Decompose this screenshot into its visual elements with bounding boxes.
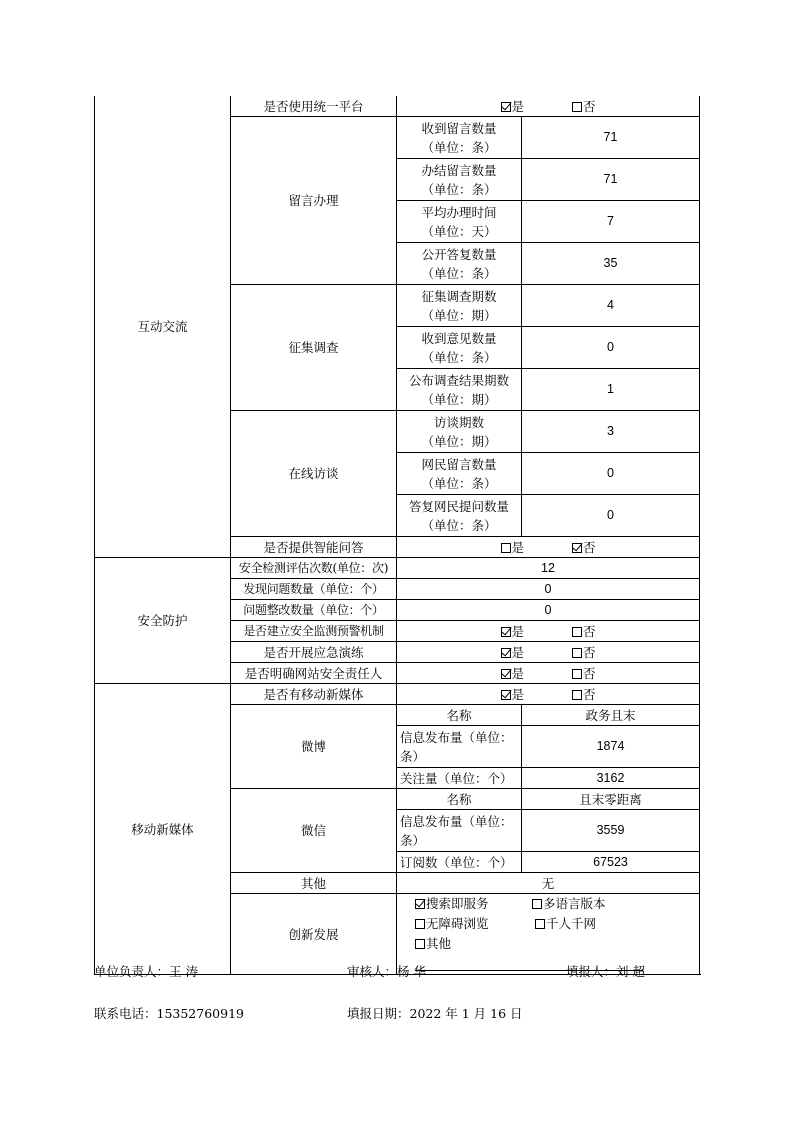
security-metric-label: 问题整改数量（单位：个）	[231, 600, 397, 621]
report-date: 填报日期：2022 年 1 月 16 日	[347, 1006, 523, 1021]
weibo-posts-value: 1874	[522, 726, 700, 768]
unified-platform-options	[397, 96, 700, 117]
statistics-table	[94, 96, 700, 975]
wechat-sub-label: 订阅数（单位：个）	[397, 852, 522, 873]
option-yes[interactable]: 是	[501, 643, 525, 662]
option-yes[interactable]: 是	[501, 664, 525, 683]
group-messages: 留言办理	[231, 117, 397, 285]
smart-qa-options	[397, 537, 700, 558]
metric-value: 7	[522, 201, 700, 243]
checked-box-icon	[501, 648, 511, 658]
checked-box-icon	[501, 690, 511, 700]
metric-value: 4	[522, 285, 700, 327]
metric-value: 0	[522, 495, 700, 537]
security-metric-value: 12	[397, 558, 700, 579]
metric-value: 1	[522, 369, 700, 411]
security-metric-label: 安全检测评估次数(单位：次)	[231, 558, 397, 579]
empty-box-icon	[535, 919, 545, 929]
metric-label: 网民留言数量 （单位：条）	[397, 453, 522, 495]
innovation-option-other[interactable]: 其他	[415, 934, 532, 954]
unified-platform-label: 是否使用统一平台	[231, 96, 397, 117]
group-wechat: 微信	[231, 789, 397, 873]
option-no[interactable]: 否	[572, 664, 596, 683]
security-check-options	[397, 621, 700, 642]
option-no[interactable]: 否	[572, 685, 596, 704]
empty-box-icon	[572, 648, 582, 658]
group-interview: 在线访谈	[231, 411, 397, 537]
empty-box-icon	[532, 899, 542, 909]
empty-box-icon	[415, 919, 425, 929]
has-media-label: 是否有移动新媒体	[231, 684, 397, 705]
section-security: 安全防护	[95, 558, 231, 684]
media-other-label: 其他	[231, 873, 397, 894]
security-check-options	[397, 663, 700, 684]
option-no[interactable]: 否	[572, 538, 596, 557]
metric-value: 0	[522, 327, 700, 369]
innovation-options	[397, 894, 700, 975]
checked-box-icon	[572, 543, 582, 553]
option-no[interactable]: 否	[572, 97, 596, 116]
empty-box-icon	[572, 627, 582, 637]
option-no[interactable]: 否	[572, 622, 596, 641]
metric-label: 答复网民提问数量 （单位：条）	[397, 495, 522, 537]
wechat-posts-label: 信息发布量（单位： 条）	[397, 810, 522, 852]
reviewer: 审核人：杨 华	[347, 964, 426, 979]
security-check-label: 是否明确网站安全责任人	[231, 663, 397, 684]
smart-qa-label: 是否提供智能问答	[231, 537, 397, 558]
weibo-follow-value: 3162	[522, 768, 700, 789]
option-yes[interactable]: 是	[501, 538, 525, 557]
metric-value: 3	[522, 411, 700, 453]
metric-value: 71	[522, 159, 700, 201]
section-media: 移动新媒体	[95, 684, 231, 975]
wechat-name-label: 名称	[397, 789, 522, 810]
group-weibo: 微博	[231, 705, 397, 789]
innovation-option[interactable]: 千人千网	[535, 914, 596, 934]
metric-label: 办结留言数量 （单位：条）	[397, 159, 522, 201]
empty-box-icon	[415, 939, 425, 949]
metric-value: 71	[522, 117, 700, 159]
security-metric-value: 0	[397, 600, 700, 621]
security-check-label: 是否建立安全监测预警机制	[231, 621, 397, 642]
section-innovation: 创新发展	[231, 894, 397, 975]
weibo-follow-label: 关注量（单位：个）	[397, 768, 522, 789]
innovation-option[interactable]: 多语言版本	[532, 894, 652, 914]
wechat-sub-value: 67523	[522, 852, 700, 873]
metric-label: 访谈期数 （单位：期）	[397, 411, 522, 453]
unit-head: 单位负责人：王 涛	[94, 964, 198, 979]
innovation-option[interactable]: 无障碍浏览	[415, 914, 535, 934]
metric-label: 收到意见数量 （单位：条）	[397, 327, 522, 369]
media-other-value: 无	[397, 873, 700, 894]
weibo-posts-label: 信息发布量（单位： 条）	[397, 726, 522, 768]
innovation-option[interactable]: 搜索即服务	[415, 894, 532, 914]
security-metric-value: 0	[397, 579, 700, 600]
checked-box-icon	[415, 899, 425, 909]
filler: 填报人：刘 超	[566, 964, 645, 979]
checked-box-icon	[501, 102, 511, 112]
section-interaction: 互动交流	[95, 96, 231, 558]
metric-label: 平均办理时间 （单位：天）	[397, 201, 522, 243]
metric-value: 35	[522, 243, 700, 285]
checked-box-icon	[501, 669, 511, 679]
metric-label: 公布调查结果期数 （单位：期）	[397, 369, 522, 411]
empty-box-icon	[572, 102, 582, 112]
option-no[interactable]: 否	[572, 643, 596, 662]
checked-box-icon	[501, 627, 511, 637]
option-yes[interactable]: 是	[501, 97, 525, 116]
empty-box-icon	[572, 669, 582, 679]
metric-value: 0	[522, 453, 700, 495]
empty-box-icon	[501, 543, 511, 553]
metric-label: 收到留言数量 （单位：条）	[397, 117, 522, 159]
wechat-name-value: 且末零距离	[522, 789, 700, 810]
security-metric-label: 发现问题数量（单位：个）	[231, 579, 397, 600]
weibo-name-value: 政务且末	[522, 705, 700, 726]
option-yes[interactable]: 是	[501, 622, 525, 641]
contact-phone: 联系电话：15352760919	[94, 1006, 244, 1021]
has-media-options	[397, 684, 700, 705]
security-check-options	[397, 642, 700, 663]
empty-box-icon	[572, 690, 582, 700]
metric-label: 征集调查期数 （单位：期）	[397, 285, 522, 327]
option-yes[interactable]: 是	[501, 685, 525, 704]
security-check-label: 是否开展应急演练	[231, 642, 397, 663]
metric-label: 公开答复数量 （单位：条）	[397, 243, 522, 285]
group-survey: 征集调查	[231, 285, 397, 411]
wechat-posts-value: 3559	[522, 810, 700, 852]
weibo-name-label: 名称	[397, 705, 522, 726]
